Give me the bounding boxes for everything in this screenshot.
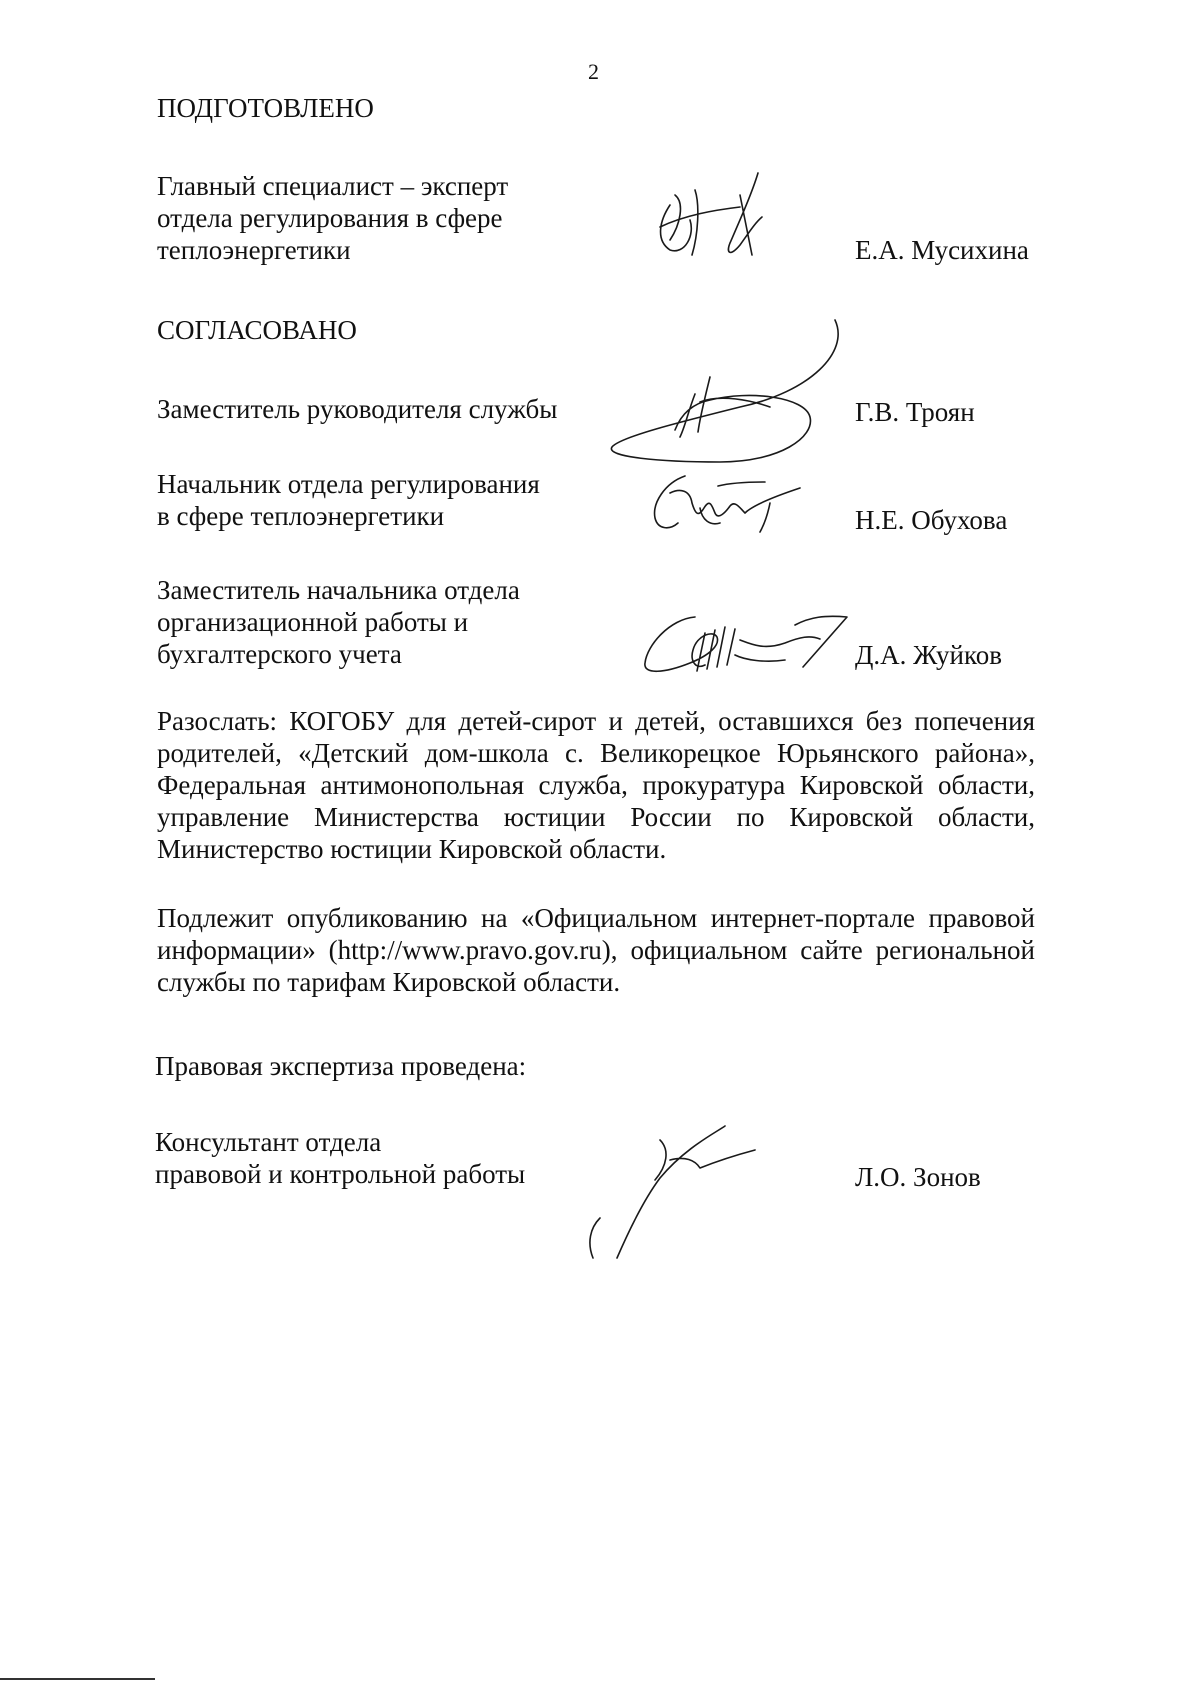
signatory-3-position xyxy=(157,574,520,670)
distribution-line: Федеральная антимонопольная служба, прокуратура Кировской области, xyxy=(157,770,1035,800)
signature-zhuikov xyxy=(635,605,860,680)
position-line: Заместитель руководителя службы xyxy=(157,394,558,424)
signatory-2-position xyxy=(157,468,540,532)
prepared-position xyxy=(157,170,508,266)
distribution-paragraph xyxy=(157,705,1035,865)
signatory-1-position xyxy=(157,393,557,425)
position-line: теплоэнергетики xyxy=(157,235,351,265)
position-line: бухгалтерского учета xyxy=(157,639,402,669)
legal-review-name: Л.О. Зонов xyxy=(855,1162,981,1192)
position-line: организационной работы и xyxy=(157,607,469,637)
page-number: 2 xyxy=(588,59,599,84)
signature-musikhina xyxy=(640,165,800,270)
signature-obukhova xyxy=(640,468,815,548)
publication-line: службы по тарифам Кировской области. xyxy=(157,967,621,997)
footer-rule xyxy=(0,1678,155,1680)
publication-line: Подлежит опубликованию на «Официальном интернет-портале правовой xyxy=(157,903,1035,933)
signature-troyan xyxy=(600,312,860,477)
distribution-line: родителей, «Детский дом-школа с. Великорецкое Юрьянского района», xyxy=(157,738,1035,768)
signature-zonov xyxy=(575,1118,765,1268)
prepared-name: Е.А. Мусихина xyxy=(855,235,1029,265)
signatory-1-name: Г.В. Троян xyxy=(855,397,975,427)
distribution-line: управление Министерства юстиции России по Кировской области, xyxy=(157,802,1035,832)
signatory-2-name: Н.Е. Обухова xyxy=(855,505,1008,535)
position-line: Консультант отдела xyxy=(155,1127,382,1157)
prepared-heading: ПОДГОТОВЛЕНО xyxy=(157,93,374,123)
distribution-line: Министерство юстиции Кировской области. xyxy=(157,834,667,864)
legal-review-heading: Правовая экспертиза проведена: xyxy=(155,1051,527,1081)
position-line: Начальник отдела регулирования xyxy=(157,469,540,499)
signatory-3-name: Д.А. Жуйков xyxy=(855,640,1002,670)
position-line: в сфере теплоэнергетики xyxy=(157,501,445,531)
position-line: отдела регулирования в сфере xyxy=(157,203,503,233)
position-line: правовой и контрольной работы xyxy=(155,1159,526,1189)
publication-line: информации» (http://www.pravo.gov.ru), официальном сайте региональной xyxy=(157,935,1035,965)
distribution-line: Разослать: КОГОБУ для детей-сирот и детей, оставшихся без попечения xyxy=(157,706,1035,736)
position-line: Заместитель начальника отдела xyxy=(157,575,520,605)
position-line: Главный специалист – эксперт xyxy=(157,171,509,201)
legal-review-position xyxy=(155,1126,525,1190)
agreed-heading: СОГЛАСОВАНО xyxy=(157,315,357,345)
publication-paragraph xyxy=(157,902,1035,998)
